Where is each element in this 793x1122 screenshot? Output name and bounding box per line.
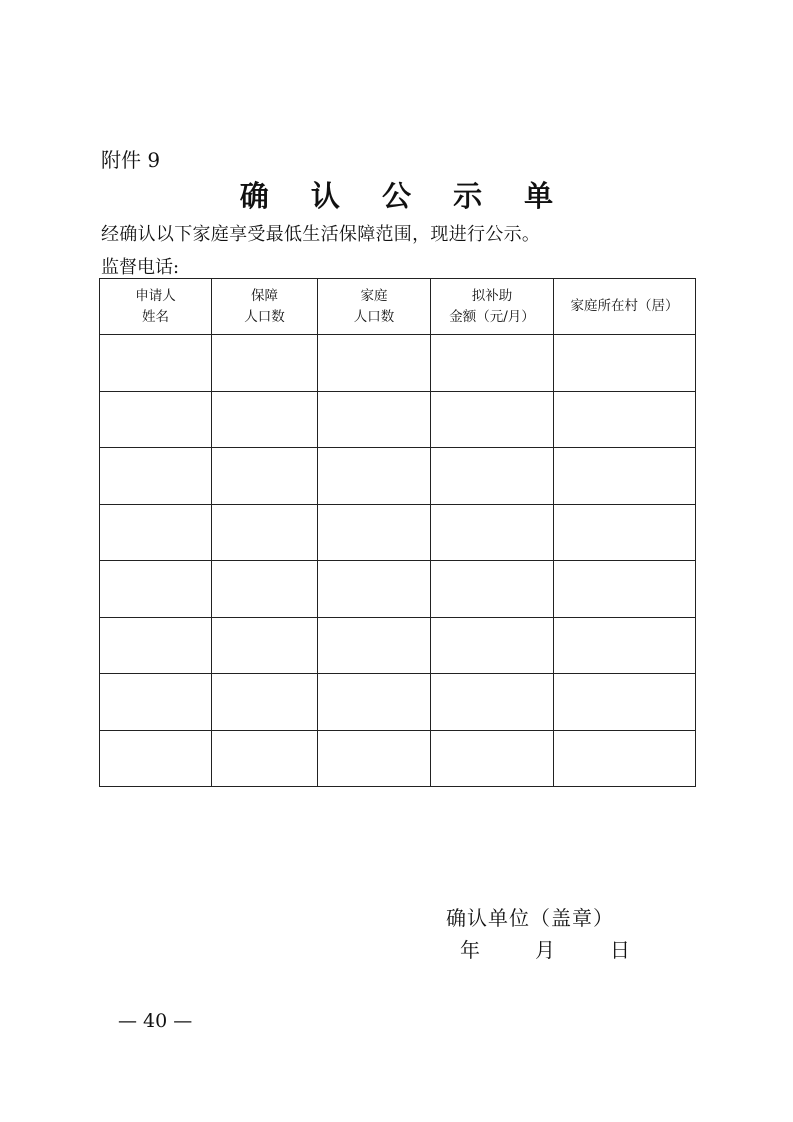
table-row bbox=[100, 391, 696, 448]
header-line: 家庭所在村（居） bbox=[570, 298, 679, 314]
confirmation-table bbox=[99, 278, 696, 787]
table-cell[interactable] bbox=[431, 335, 554, 392]
header-line: 家庭 bbox=[360, 287, 388, 304]
table-cell[interactable] bbox=[100, 674, 212, 731]
table-cell[interactable] bbox=[554, 674, 696, 731]
table-cell[interactable] bbox=[318, 617, 431, 674]
table-cell[interactable] bbox=[431, 561, 554, 618]
date-line bbox=[460, 934, 630, 963]
table-cell[interactable] bbox=[554, 504, 696, 561]
table-cell[interactable] bbox=[318, 561, 431, 618]
intro-text: 经确认以下家庭享受最低生活保障范围，现进行公示。 bbox=[101, 224, 541, 245]
table-body bbox=[100, 335, 696, 787]
table-cell[interactable] bbox=[212, 730, 318, 787]
confirming-unit-seal-label: 确认单位（盖章） bbox=[446, 906, 614, 930]
table-cell[interactable] bbox=[212, 561, 318, 618]
table-row bbox=[100, 448, 696, 505]
attachment-label: 附件 9 bbox=[101, 148, 161, 172]
table-cell[interactable] bbox=[100, 561, 212, 618]
header-line: 拟补助 bbox=[471, 287, 513, 304]
table-cell[interactable] bbox=[431, 617, 554, 674]
header-applicant-name bbox=[100, 279, 212, 335]
header-line: 姓名 bbox=[142, 308, 169, 325]
table-header-row bbox=[100, 279, 696, 335]
table-cell[interactable] bbox=[100, 504, 212, 561]
header-subsidy-amount bbox=[431, 279, 554, 335]
page-number: — 40 — bbox=[118, 1010, 193, 1032]
day-label: 日 bbox=[610, 938, 630, 962]
table-cell[interactable] bbox=[431, 448, 554, 505]
header-line: 人口数 bbox=[353, 308, 395, 325]
table-cell[interactable] bbox=[212, 448, 318, 505]
header-covered-persons bbox=[212, 279, 318, 335]
table-row bbox=[100, 561, 696, 618]
table-cell[interactable] bbox=[431, 674, 554, 731]
table-cell[interactable] bbox=[212, 674, 318, 731]
table-cell[interactable] bbox=[554, 335, 696, 392]
table-cell[interactable] bbox=[100, 391, 212, 448]
table-cell[interactable] bbox=[554, 391, 696, 448]
table-cell[interactable] bbox=[554, 448, 696, 505]
table-cell[interactable] bbox=[318, 674, 431, 731]
table-cell[interactable] bbox=[431, 730, 554, 787]
header-village bbox=[554, 279, 696, 335]
table-row bbox=[100, 504, 696, 561]
supervision-phone-label: 监督电话: bbox=[101, 257, 180, 278]
header-line: 申请人 bbox=[135, 287, 176, 304]
table-row bbox=[100, 730, 696, 787]
table-cell[interactable] bbox=[318, 335, 431, 392]
table-cell[interactable] bbox=[100, 730, 212, 787]
table-cell[interactable] bbox=[318, 730, 431, 787]
document-title: 确 认 公 示 单 bbox=[239, 179, 570, 213]
month-label: 月 bbox=[535, 938, 555, 962]
table-cell[interactable] bbox=[554, 617, 696, 674]
table-cell[interactable] bbox=[554, 561, 696, 618]
table-cell[interactable] bbox=[554, 730, 696, 787]
table-cell[interactable] bbox=[431, 504, 554, 561]
table-cell[interactable] bbox=[212, 335, 318, 392]
header-line: 金额（元/月） bbox=[449, 308, 535, 325]
table-cell[interactable] bbox=[100, 335, 212, 392]
table-cell[interactable] bbox=[318, 448, 431, 505]
header-household-persons bbox=[318, 279, 431, 335]
table-cell[interactable] bbox=[318, 504, 431, 561]
table-cell[interactable] bbox=[318, 391, 431, 448]
table-cell[interactable] bbox=[212, 617, 318, 674]
table-cell[interactable] bbox=[431, 391, 554, 448]
table-cell[interactable] bbox=[212, 391, 318, 448]
table-cell[interactable] bbox=[100, 448, 212, 505]
table-row bbox=[100, 674, 696, 731]
table-row bbox=[100, 617, 696, 674]
table-row bbox=[100, 335, 696, 392]
header-line: 保障 bbox=[251, 287, 278, 304]
table-cell[interactable] bbox=[212, 504, 318, 561]
header-line: 人口数 bbox=[244, 308, 285, 325]
table-cell[interactable] bbox=[100, 617, 212, 674]
year-label: 年 bbox=[460, 938, 480, 962]
